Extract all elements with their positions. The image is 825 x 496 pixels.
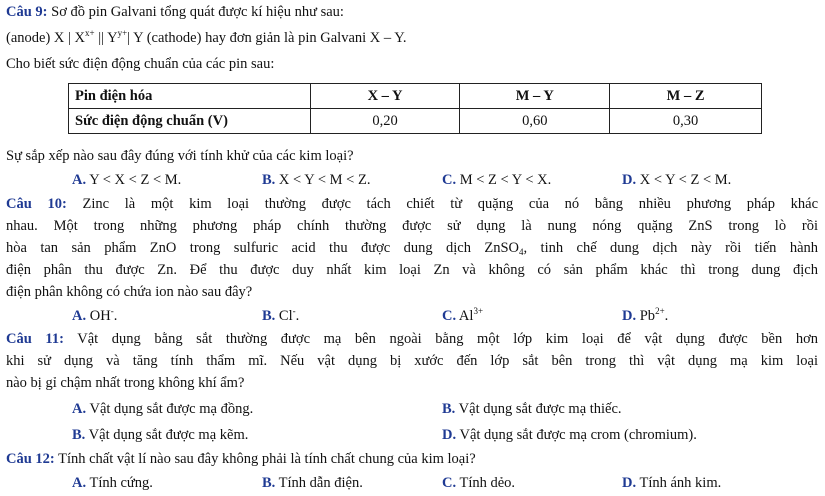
q10-option-a[interactable]: [72, 308, 117, 325]
q9-cell-notation: [6, 30, 406, 47]
q12-option-b[interactable]: [262, 475, 363, 492]
ion-charge: -: [292, 306, 296, 316]
q9-intro: Sơ đồ pin Galvani tổng quát được kí hiệu như sau:: [47, 4, 344, 20]
q9-table-intro: Cho biết sức điện động chuẩn của các pin sau:: [6, 56, 275, 72]
emf-table: [68, 83, 762, 134]
option-text: Vật dụng sắt được mạ thiếc.: [455, 401, 622, 417]
option-text: Tính ánh kim.: [636, 475, 722, 491]
option-letter: B.: [442, 401, 456, 417]
q11-option-c[interactable]: [72, 427, 248, 444]
option-text: Vật dụng sắt được mạ crom (chromium).: [456, 427, 697, 443]
q10-line-2: nhau. Một trong những phương pháp chính thường được sử dụng là nung nóng quặng ZnS trong lò rồi: [6, 218, 818, 234]
table-header-cell: M – Z: [610, 84, 762, 109]
q11-line-1: [6, 331, 818, 348]
q12-option-a[interactable]: [72, 475, 153, 492]
option-letter: A.: [72, 475, 87, 491]
q10-subscript: 4: [519, 247, 524, 257]
table-cell: 0,20: [310, 109, 460, 134]
q12-option-c[interactable]: [442, 475, 515, 492]
table-cell: Sức điện động chuẩn (V): [69, 109, 311, 134]
option-letter: D.: [622, 172, 637, 188]
table-cell: 0,30: [610, 109, 762, 134]
q9-option-d[interactable]: [622, 172, 731, 189]
option-text: Vật dụng sắt được mạ đồng.: [86, 401, 254, 417]
q11-line-2: khi sử dụng và tăng tính thẩm mĩ. Nếu vật dụng bị xước đến lớp sắt bên trong thì vật dụng mạ kim loại: [6, 353, 818, 369]
option-text: Vật dụng sắt được mạ kẽm.: [85, 427, 249, 443]
q9-option-b[interactable]: [262, 172, 370, 189]
option-letter: B.: [262, 308, 276, 324]
q9-notation-part: | Y (cathode) hay đơn giản là pin Galvani X – Y.: [127, 30, 407, 46]
option-text: Y < X < Z < M.: [86, 172, 182, 188]
q9-question: Sự sắp xếp nào sau đây đúng với tính khử của các kim loại?: [6, 148, 354, 164]
option-letter: D.: [622, 475, 637, 491]
q10-label: Câu 10:: [6, 196, 67, 212]
ion-charge: 2+: [655, 306, 665, 316]
option-text: .: [664, 308, 669, 324]
q11-option-b[interactable]: [442, 401, 622, 418]
table-header-cell: X – Y: [310, 84, 460, 109]
option-letter: D.: [442, 427, 457, 443]
q12-label: Câu 12:: [6, 451, 55, 467]
q9-label: Câu 9:: [6, 4, 48, 20]
option-text: Tính dẻo.: [456, 475, 516, 491]
q10-text: , tinh chế dung dịch này rồi tiến hành: [523, 240, 819, 256]
option-letter: B.: [262, 172, 276, 188]
q9-option-a[interactable]: [72, 172, 181, 189]
option-text: .: [295, 308, 300, 324]
option-letter: B.: [72, 427, 86, 443]
option-letter: A.: [72, 308, 87, 324]
ion-charge: 3+: [473, 306, 484, 316]
option-text: OH: [86, 308, 111, 324]
option-text: X < Y < Z < M.: [636, 172, 732, 188]
table-header-cell: M – Y: [460, 84, 610, 109]
option-text: Tính dẫn điện.: [275, 475, 363, 491]
option-text: Pb: [636, 308, 656, 324]
option-text: Cl: [275, 308, 293, 324]
q11-line-3: nào bị gỉ chậm nhất trong không khí ẩm?: [6, 375, 245, 391]
q10-option-d[interactable]: [622, 308, 668, 325]
option-letter: C.: [442, 172, 457, 188]
q10-option-c[interactable]: [442, 308, 483, 325]
q11-text: Vật dụng bằng sắt thường được mạ bên ngoài bằng một lớp kim loại để vật dụng được bền hơn: [63, 331, 818, 347]
table-row: [69, 84, 762, 109]
q12-question-line: [6, 451, 476, 468]
option-text: Tính cứng.: [86, 475, 153, 491]
table-header-cell: Pin điện hóa: [69, 84, 311, 109]
option-letter: A.: [72, 172, 87, 188]
q9-option-c[interactable]: [442, 172, 551, 189]
option-letter: D.: [622, 308, 637, 324]
q10-text: hòa tan sản phẩm ZnO trong sulfuric acid thu được dung dịch ZnSO: [6, 240, 520, 256]
q10-line-4: điện phân thu được Zn. Để thu được duy nhất kim loại Zn và không có sản phẩm khác thì trong dung địch: [6, 262, 818, 278]
option-text: M < Z < Y < X.: [456, 172, 552, 188]
q10-text: Zinc là một kim loại thường được tách chiết từ quặng của nó bằng nhiều phương pháp khác: [66, 196, 818, 212]
q10-line-1: [6, 196, 818, 213]
q9-charge-y: y+: [117, 28, 128, 38]
option-letter: C.: [442, 308, 457, 324]
option-letter: C.: [442, 475, 457, 491]
q10-option-b[interactable]: [262, 308, 299, 325]
option-text: Al: [456, 308, 474, 324]
q11-option-d[interactable]: [442, 427, 697, 444]
table-cell: 0,60: [460, 109, 610, 134]
q9-intro-line: [6, 4, 344, 21]
q11-label: Câu 11:: [6, 331, 64, 347]
option-letter: A.: [72, 401, 87, 417]
q9-notation-part: || Y: [94, 30, 118, 46]
q11-option-a[interactable]: [72, 401, 253, 418]
table-row: [69, 109, 762, 134]
q12-option-d[interactable]: [622, 475, 721, 492]
ion-charge: -: [110, 306, 114, 316]
q9-charge-x: x+: [85, 28, 95, 38]
q10-line-3: [6, 240, 818, 257]
option-text: .: [113, 308, 118, 324]
option-text: X < Y < M < Z.: [275, 172, 371, 188]
q9-notation-part: (anode) X | X: [6, 30, 85, 46]
q10-line-5: điện phân không có chứa ion nào sau đây?: [6, 284, 253, 300]
q12-question: Tính chất vật lí nào sau đây không phải là tính chất chung của kim loại?: [54, 451, 476, 467]
option-letter: B.: [262, 475, 276, 491]
